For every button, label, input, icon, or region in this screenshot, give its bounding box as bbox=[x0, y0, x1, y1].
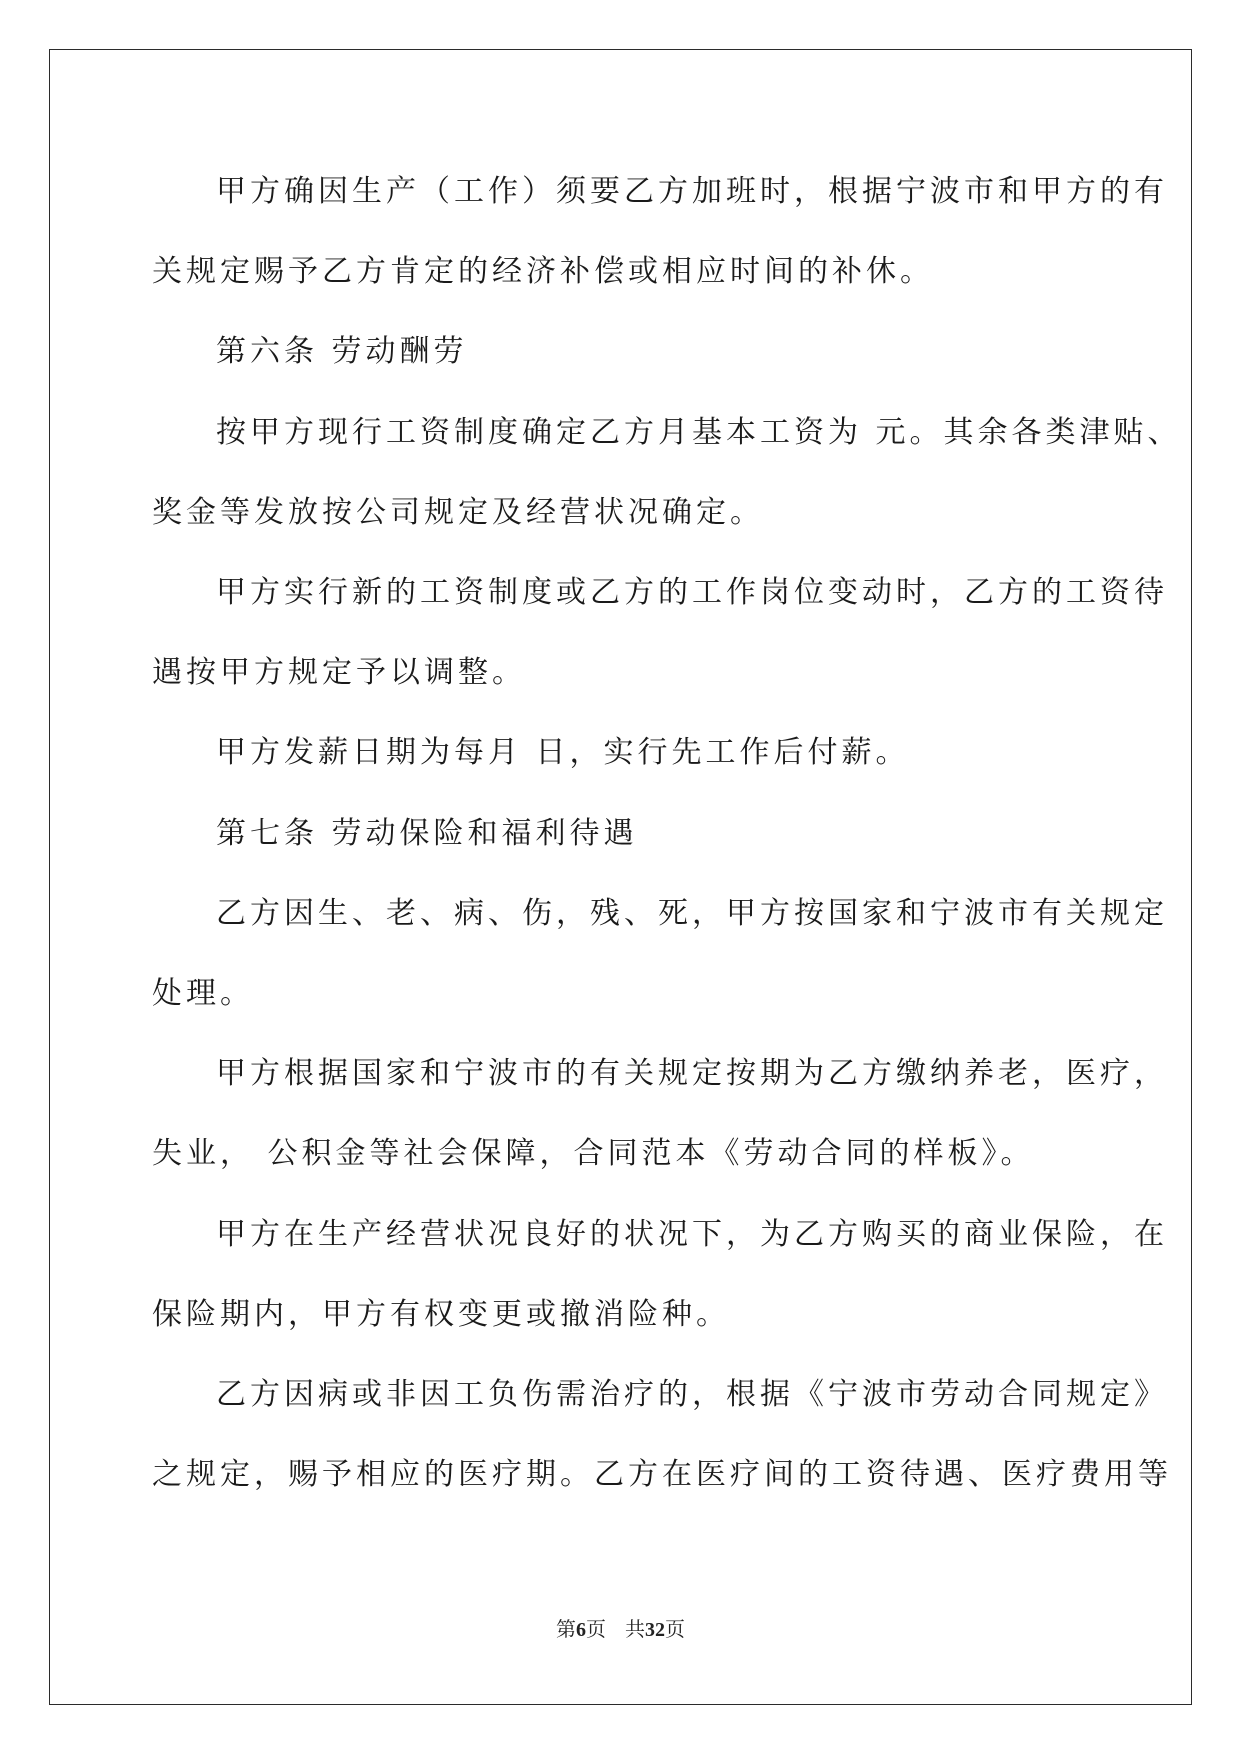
paragraph-line: 保险期内，甲方有权变更或撤消险种。 bbox=[152, 1297, 730, 1332]
section-heading: 第七条 劳动保险和福利待遇 bbox=[216, 816, 638, 851]
paragraph-line: 关规定赐予乙方肯定的经济补偿或相应时间的补休。 bbox=[152, 254, 934, 289]
paragraph-line: 甲方实行新的工资制度或乙方的工作岗位变动时，乙方的工资待 bbox=[216, 575, 1168, 610]
total-suffix: 页 bbox=[665, 1617, 686, 1641]
paragraph-line: 乙方因病或非因工负伤需治疗的，根据《宁波市劳动合同规定》 bbox=[216, 1377, 1168, 1412]
paragraph-line: 甲方发薪日期为每月 日，实行先工作后付薪。 bbox=[216, 735, 910, 770]
paragraph-line: 甲方在生产经营状况良好的状况下，为乙方购买的商业保险，在 bbox=[216, 1217, 1168, 1252]
paragraph-line: 遇按甲方规定予以调整。 bbox=[152, 655, 526, 690]
section-heading: 第六条 劳动酬劳 bbox=[216, 334, 468, 369]
paragraph-line: 甲方根据国家和宁波市的有关规定按期为乙方缴纳养老，医疗， bbox=[216, 1056, 1168, 1091]
total-pages: 32 bbox=[645, 1619, 666, 1641]
paragraph-line: 乙方因生、老、病、伤，残、死，甲方按国家和宁波市有关规定 bbox=[216, 896, 1168, 931]
paragraph-line: 奖金等发放按公司规定及经营状况确定。 bbox=[152, 495, 764, 530]
page-number: 6 bbox=[575, 1619, 586, 1641]
paragraph-line: 之规定，赐予相应的医疗期。乙方在医疗间的工资待遇、医疗费用等 bbox=[152, 1457, 1172, 1492]
paragraph-line: 甲方确因生产（工作）须要乙方加班时，根据宁波市和甲方的有 bbox=[216, 174, 1168, 209]
paragraph-line: 失业， 公积金等社会保障，合同范本《劳动合同的样板》。 bbox=[152, 1136, 1035, 1171]
page-suffix: 页 bbox=[585, 1617, 606, 1641]
page-footer bbox=[0, 1617, 1241, 1642]
paragraph-line: 处理。 bbox=[152, 976, 254, 1011]
page-prefix: 第 bbox=[555, 1617, 576, 1641]
paragraph-line: 按甲方现行工资制度确定乙方月基本工资为 元。其余各类津贴、 bbox=[216, 415, 1182, 450]
total-prefix: 共 bbox=[625, 1617, 646, 1641]
